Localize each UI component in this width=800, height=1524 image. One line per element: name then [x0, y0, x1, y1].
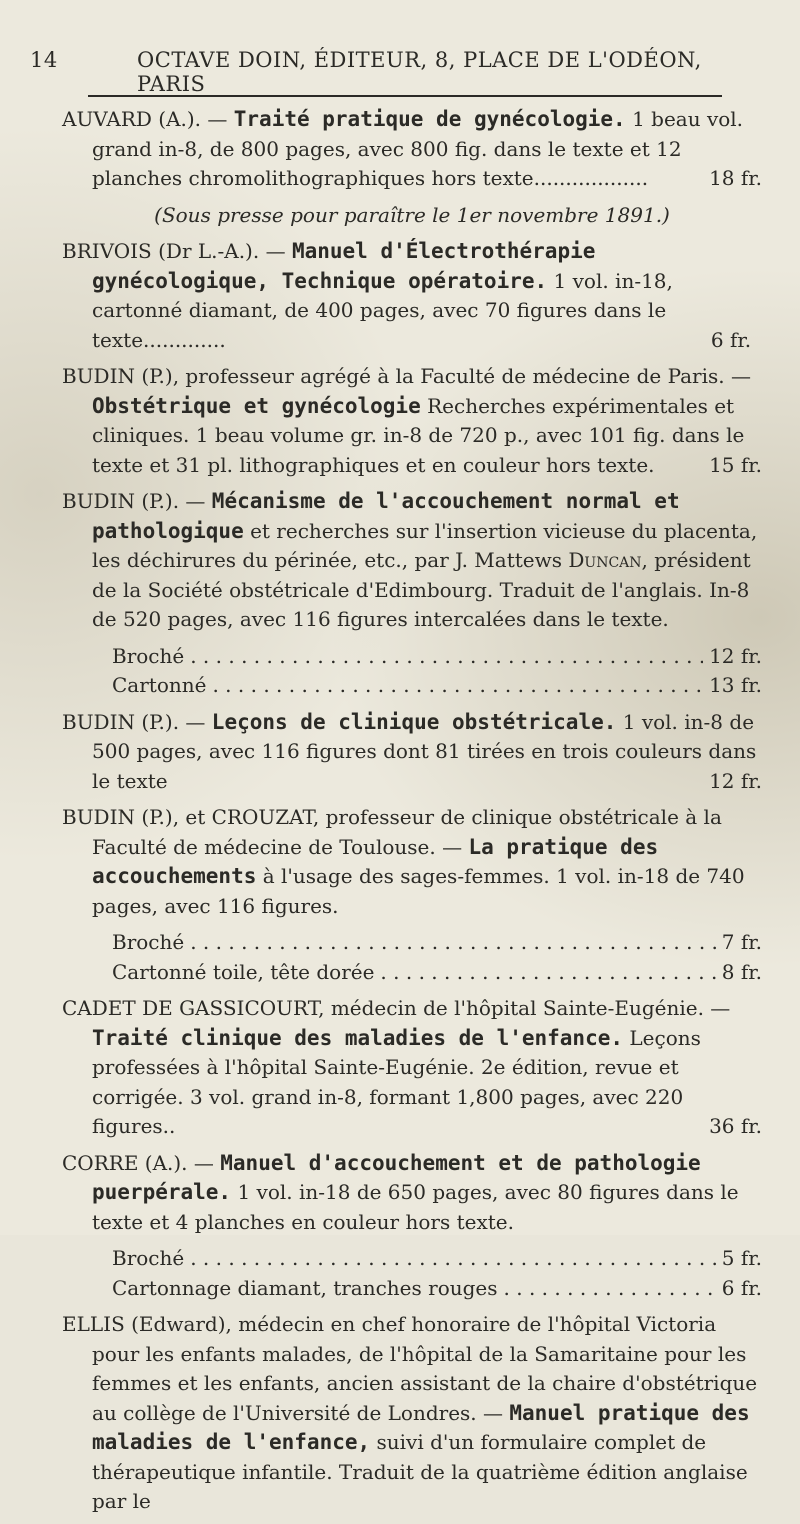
- dot-leader: [190, 928, 716, 958]
- dot-leader: [212, 671, 703, 701]
- catalog-entry-budin-lecons: [62, 708, 762, 797]
- entry-description: et recherches sur l'insertion vicieuse du placenta, les déchirures du périnée, etc., par J. Mattews: [92, 518, 758, 572]
- entry-author: CORRE (A.). —: [62, 1150, 214, 1175]
- entry-title: Mécanisme de l'accouchement normal et pathologique: [92, 489, 680, 543]
- binding-price: 8 fr.: [721, 959, 762, 984]
- running-head: [30, 48, 760, 96]
- catalog-entry-ellis: [62, 1310, 762, 1517]
- entry-price: 15 fr.: [709, 452, 762, 477]
- header-rule: [88, 95, 722, 97]
- entry-author: BUDIN (P.), professeur agrégé à la Faculté de médecine de Paris. —: [62, 364, 751, 388]
- catalog-entry-budin-mecanisme: [62, 487, 762, 635]
- catalog-entry-brivois: [62, 237, 762, 355]
- binding-price: 5 fr.: [721, 1246, 762, 1270]
- entry-price: 36 fr.: [709, 1114, 762, 1138]
- catalog-entry-auvard: [62, 105, 762, 194]
- entry-title: Manuel d'Électrothérapie gynécologique, Technique opératoire.: [92, 239, 596, 293]
- binding-label: Cartonné toile, tête dorée: [112, 959, 375, 984]
- catalog-entry-budin-crouzat: [62, 803, 762, 921]
- entry-title: Manuel d'accouchement et de pathologie puerpérale.: [92, 1150, 701, 1204]
- entry-description-cont: , président de la Société obstétricale d'Edimbourg. Traduit de l'anglais. In-8 de 520 pages, avec 116 figures intercalées dans le texte.: [92, 548, 751, 631]
- price-line: [112, 958, 762, 988]
- entry-description: suivi d'un formulaire complet de thérapeutique infantile. Traduit de la quatrième édition anglaise par le: [92, 1430, 748, 1513]
- binding-price: 6 fr.: [721, 1275, 762, 1300]
- entry-title: Traité clinique des maladies de l'enfance.: [92, 1025, 624, 1050]
- price-line: [112, 671, 762, 701]
- catalog-entry-cadet: [62, 994, 762, 1142]
- entry-title: Traité pratique de gynécologie.: [233, 107, 626, 131]
- entry-description: 1 vol. in-8 de 500 pages, avec 116 figures dont 81 tirées en trois couleurs dans le texte: [92, 709, 757, 793]
- entry-price: 12 fr.: [709, 768, 762, 793]
- catalog-entries: [62, 105, 762, 1524]
- dot-leader: [190, 1244, 716, 1274]
- entry-note: (Sous presse pour paraître le 1er novembre 1891.): [154, 202, 670, 227]
- entry-author: AUVARD (A.). —: [62, 107, 228, 131]
- entry-author: CADET DE GASSICOURT, médecin de l'hôpital Sainte-Eugénie. —: [62, 996, 731, 1020]
- binding-price: 13 fr.: [709, 673, 762, 697]
- entry-title: Leçons de clinique obstétricale.: [211, 709, 617, 734]
- entry-description: à l'usage des sages-femmes. 1 vol. in-18 de 740 pages, avec 116 figures.: [92, 864, 745, 918]
- entry-author: ELLIS (Edward), médecin en chef honoraire de l'hôpital Victoria pour les enfants malades, de l'hôpital de la Samaritaine pour les femmes et les enfants, ancien assistant de la chaire d'obstétrique au collège de l'Université de Londres. —: [62, 1312, 758, 1425]
- publisher-line: OCTAVE DOIN, ÉDITEUR, 8, PLACE DE L'ODÉON, PARIS: [137, 48, 702, 96]
- binding-price: 12 fr.: [709, 643, 762, 668]
- binding-label: Broché: [112, 643, 185, 668]
- binding-label: Cartonné: [112, 673, 207, 697]
- dot-leader: [504, 1274, 716, 1304]
- translator-name: Duncan: [568, 548, 642, 572]
- entry-price: 6 fr.: [710, 327, 752, 352]
- binding-label: Broché: [112, 1246, 185, 1270]
- page-number: 14: [30, 48, 58, 72]
- entry-price: 18 fr.: [709, 166, 762, 190]
- entry-title: Manuel pratique des maladies de l'enfance,: [92, 1400, 750, 1454]
- price-line: [112, 642, 762, 672]
- entry-description: Leçons professées à l'hôpital Sainte-Eugénie. 2e édition, revue et corrigée. 3 vol. grand in-8, formant 1,800 pages, avec 220 figures..: [92, 1025, 701, 1138]
- entry-title: Obstétrique et gynécologie: [92, 393, 421, 418]
- binding-price: 7 fr.: [721, 930, 762, 954]
- binding-label: Cartonnage diamant, tranches rouges: [112, 1275, 498, 1300]
- entry-description: 1 beau vol. grand in-8, de 800 pages, avec 800 fig. dans le texte et 12 planches chromolithographiques hors texte..................: [92, 107, 744, 190]
- catalog-entry-corre: [62, 1149, 762, 1238]
- catalog-entry-budin-obstetrique: [62, 362, 762, 480]
- entry-author: BUDIN (P.). —: [62, 489, 206, 513]
- price-line: [112, 1244, 762, 1274]
- dot-leader: [380, 958, 715, 988]
- binding-label: Broché: [112, 930, 185, 954]
- entry-description: 1 vol. in-18 de 650 pages, avec 80 figures dans le texte et 4 planches en couleur hors texte.: [92, 1180, 739, 1234]
- entry-description: 1 vol. in-18, cartonné diamant, de 400 pages, avec 70 figures dans le texte.............: [92, 268, 673, 352]
- entry-title: La pratique des accouchements: [92, 834, 659, 888]
- price-line: [112, 1274, 762, 1304]
- entry-author: BRIVOIS (Dr L.-A.). —: [62, 239, 286, 263]
- dot-leader: [190, 642, 703, 672]
- entry-author: BUDIN (P.), et CROUZAT, professeur de clinique obstétricale à la Faculté de médecine de Toulouse. —: [62, 805, 722, 859]
- entry-author: BUDIN (P.). —: [62, 709, 206, 734]
- entry-description: Recherches expérimentales et cliniques. 1 beau volume gr. in-8 de 720 p., avec 101 fig. dans le texte et 31 pl. lithographiques et en couleur hors texte.: [92, 393, 745, 477]
- price-line: [112, 928, 762, 958]
